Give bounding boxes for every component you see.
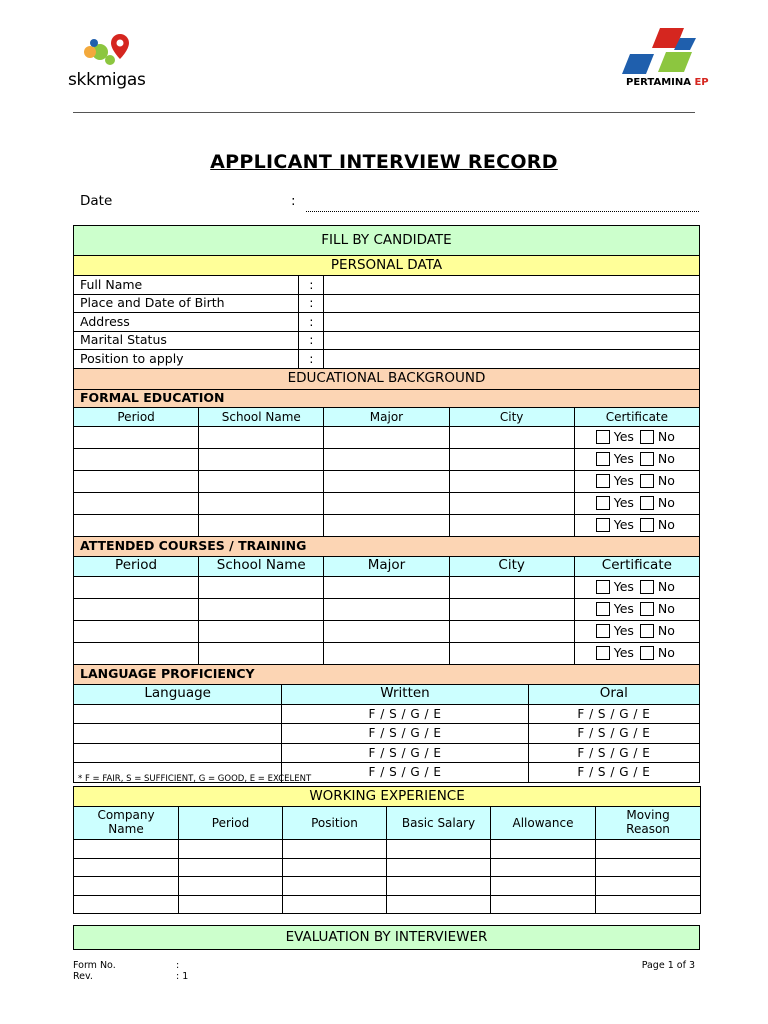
education-col-period: Period: [74, 407, 199, 426]
experience-position-cell[interactable]: [283, 895, 387, 914]
personal-field-colon: :: [299, 331, 324, 350]
experience-col-allowance: Allowance: [491, 807, 596, 840]
certificate-no-checkbox[interactable]: [640, 646, 654, 660]
education-period-cell[interactable]: [74, 448, 199, 470]
yes-label: Yes: [613, 623, 634, 638]
certificate-yes-checkbox[interactable]: [596, 602, 610, 616]
form-title: APPLICANT INTERVIEW RECORD: [210, 151, 558, 173]
certificate-no-checkbox[interactable]: [640, 496, 654, 510]
experience-salary-cell[interactable]: [387, 858, 491, 877]
certificate-no-checkbox[interactable]: [640, 624, 654, 638]
evaluation-header: EVALUATION BY INTERVIEWER: [74, 926, 700, 950]
education-col-city: City: [449, 407, 574, 426]
written-scale[interactable]: F / S / G / E: [282, 763, 528, 783]
certificate-choice: [574, 620, 699, 642]
evaluation-table: [73, 925, 700, 950]
experience-company-cell[interactable]: [74, 840, 179, 859]
course-city-cell[interactable]: [449, 642, 574, 664]
oral-scale[interactable]: F / S / G / E: [528, 724, 699, 744]
experience-period-cell[interactable]: [179, 840, 283, 859]
certificate-no-checkbox[interactable]: [640, 602, 654, 616]
language-col-written: Written: [282, 684, 528, 704]
personal-data-header: PERSONAL DATA: [74, 256, 700, 276]
oral-scale[interactable]: F / S / G / E: [528, 704, 699, 724]
attended-courses-header: ATTENDED COURSES / TRAINING: [74, 536, 700, 556]
course-city-cell[interactable]: [449, 576, 574, 598]
certificate-choice: [574, 448, 699, 470]
certificate-yes-checkbox[interactable]: [596, 580, 610, 594]
education-school-cell[interactable]: [199, 448, 324, 470]
personal-field-colon: :: [299, 294, 324, 313]
certificate-yes-checkbox[interactable]: [596, 496, 610, 510]
language-name-cell[interactable]: [74, 724, 282, 744]
candidate-form-table: [73, 225, 700, 783]
personal-field-input[interactable]: [324, 294, 700, 313]
experience-company-cell[interactable]: [74, 858, 179, 877]
certificate-yes-checkbox[interactable]: [596, 452, 610, 466]
experience-salary-cell[interactable]: [387, 895, 491, 914]
no-label: No: [657, 623, 675, 638]
experience-col-position: Position: [283, 807, 387, 840]
experience-moving-reason-cell[interactable]: [596, 840, 701, 859]
pertamina-logo: [620, 24, 710, 94]
form-no-value: :: [176, 960, 180, 971]
no-label: No: [657, 601, 675, 616]
education-school-cell[interactable]: [199, 426, 324, 448]
education-major-cell[interactable]: [324, 448, 449, 470]
header-rule: [73, 112, 695, 113]
experience-moving-reason-cell[interactable]: [596, 895, 701, 914]
skkmigas-logo-mark: [68, 30, 168, 72]
no-label: No: [657, 451, 675, 466]
experience-salary-cell[interactable]: [387, 840, 491, 859]
experience-col-moving: Moving Reason: [596, 807, 701, 840]
experience-period-cell[interactable]: [179, 858, 283, 877]
experience-col-period: Period: [179, 807, 283, 840]
course-school-cell[interactable]: [199, 620, 324, 642]
education-period-cell[interactable]: [74, 514, 199, 536]
certificate-no-checkbox[interactable]: [640, 474, 654, 488]
course-city-cell[interactable]: [449, 620, 574, 642]
course-major-cell[interactable]: [324, 620, 449, 642]
experience-company-cell[interactable]: [74, 877, 179, 896]
certificate-choice: [574, 598, 699, 620]
course-school-cell[interactable]: [199, 576, 324, 598]
language-name-cell[interactable]: [74, 743, 282, 763]
language-proficiency-header: LANGUAGE PROFICIENCY: [74, 664, 700, 684]
formal-education-header: FORMAL EDUCATION: [74, 389, 700, 407]
yes-label: Yes: [613, 495, 634, 510]
no-label: No: [657, 473, 675, 488]
certificate-choice: [574, 470, 699, 492]
course-col-certificate: Certificate: [574, 556, 699, 576]
personal-field-label: Position to apply: [74, 350, 299, 369]
certificate-choice: [574, 576, 699, 598]
pertamina-wordmark: PERTAMINA EP: [626, 77, 709, 88]
personal-field-label: Marital Status: [74, 331, 299, 350]
no-label: No: [657, 429, 675, 444]
yes-label: Yes: [613, 645, 634, 660]
language-col-oral: Oral: [528, 684, 699, 704]
educational-background-header: EDUCATIONAL BACKGROUND: [74, 368, 700, 389]
certificate-no-checkbox[interactable]: [640, 430, 654, 444]
course-period-cell[interactable]: [74, 642, 199, 664]
form-no-label: Form No.: [73, 960, 116, 971]
written-scale[interactable]: F / S / G / E: [282, 724, 528, 744]
date-field[interactable]: [306, 211, 699, 212]
language-name-cell[interactable]: [74, 704, 282, 724]
education-city-cell[interactable]: [449, 514, 574, 536]
education-period-cell[interactable]: [74, 492, 199, 514]
certificate-choice: [574, 426, 699, 448]
experience-period-cell[interactable]: [179, 877, 283, 896]
course-school-cell[interactable]: [199, 598, 324, 620]
certificate-yes-checkbox[interactable]: [596, 624, 610, 638]
language-scale-note: * F = FAIR, S = SUFFICIENT, G = GOOD, E = EXCELENT: [78, 774, 312, 784]
date-label: Date: [80, 193, 113, 209]
course-period-cell[interactable]: [74, 620, 199, 642]
certificate-yes-checkbox[interactable]: [596, 474, 610, 488]
course-col-city: City: [449, 556, 574, 576]
yes-label: Yes: [613, 473, 634, 488]
experience-moving-reason-cell[interactable]: [596, 877, 701, 896]
personal-field-label: Full Name: [74, 276, 299, 295]
experience-salary-cell[interactable]: [387, 877, 491, 896]
yes-label: Yes: [613, 601, 634, 616]
personal-field-label: Address: [74, 313, 299, 332]
fill-by-candidate-header: FILL BY CANDIDATE: [74, 226, 700, 256]
certificate-yes-checkbox[interactable]: [596, 518, 610, 532]
course-major-cell[interactable]: [324, 598, 449, 620]
experience-position-cell[interactable]: [283, 858, 387, 877]
personal-field-colon: :: [299, 313, 324, 332]
course-major-cell[interactable]: [324, 576, 449, 598]
education-school-cell[interactable]: [199, 514, 324, 536]
education-city-cell[interactable]: [449, 448, 574, 470]
course-col-school-name: School Name: [199, 556, 324, 576]
education-city-cell[interactable]: [449, 426, 574, 448]
course-school-cell[interactable]: [199, 642, 324, 664]
education-col-school-name: School Name: [199, 407, 324, 426]
education-city-cell[interactable]: [449, 492, 574, 514]
no-label: No: [657, 517, 675, 532]
oral-scale[interactable]: F / S / G / E: [528, 743, 699, 763]
certificate-no-checkbox[interactable]: [640, 452, 654, 466]
experience-position-cell[interactable]: [283, 877, 387, 896]
personal-field-label: Place and Date of Birth: [74, 294, 299, 313]
course-city-cell[interactable]: [449, 598, 574, 620]
yes-label: Yes: [613, 517, 634, 532]
experience-position-cell[interactable]: [283, 840, 387, 859]
personal-field-input[interactable]: [324, 331, 700, 350]
date-colon: :: [291, 193, 296, 209]
education-major-cell[interactable]: [324, 492, 449, 514]
personal-field-colon: :: [299, 276, 324, 295]
no-label: No: [657, 495, 675, 510]
rev-label: Rev.: [73, 971, 93, 982]
yes-label: Yes: [613, 451, 634, 466]
education-school-cell[interactable]: [199, 492, 324, 514]
experience-col-company: Company Name: [74, 807, 179, 840]
education-period-cell[interactable]: [74, 470, 199, 492]
course-period-cell[interactable]: [74, 576, 199, 598]
education-school-cell[interactable]: [199, 470, 324, 492]
experience-allowance-cell[interactable]: [491, 895, 596, 914]
education-major-cell[interactable]: [324, 470, 449, 492]
certificate-choice: [574, 492, 699, 514]
working-experience-header: WORKING EXPERIENCE: [74, 787, 701, 807]
personal-field-colon: :: [299, 350, 324, 369]
language-col-language: Language: [74, 684, 282, 704]
education-city-cell[interactable]: [449, 470, 574, 492]
yes-label: Yes: [613, 579, 634, 594]
course-major-cell[interactable]: [324, 642, 449, 664]
personal-field-input[interactable]: [324, 313, 700, 332]
personal-field-input[interactable]: [324, 276, 700, 295]
pertamina-logo-mark: [620, 24, 710, 78]
experience-allowance-cell[interactable]: [491, 877, 596, 896]
skkmigas-logo: [68, 30, 168, 92]
certificate-no-checkbox[interactable]: [640, 580, 654, 594]
yes-label: Yes: [613, 429, 634, 444]
education-period-cell[interactable]: [74, 426, 199, 448]
personal-field-input[interactable]: [324, 350, 700, 369]
experience-allowance-cell[interactable]: [491, 858, 596, 877]
experience-allowance-cell[interactable]: [491, 840, 596, 859]
education-major-cell[interactable]: [324, 514, 449, 536]
education-col-major: Major: [324, 407, 449, 426]
experience-col-salary: Basic Salary: [387, 807, 491, 840]
skkmigas-wordmark: skkmigas: [68, 70, 146, 90]
written-scale[interactable]: F / S / G / E: [282, 704, 528, 724]
certificate-choice: [574, 642, 699, 664]
certificate-choice: [574, 514, 699, 536]
experience-company-cell[interactable]: [74, 895, 179, 914]
experience-period-cell[interactable]: [179, 895, 283, 914]
course-col-major: Major: [324, 556, 449, 576]
course-col-period: Period: [74, 556, 199, 576]
oral-scale[interactable]: F / S / G / E: [528, 763, 699, 783]
certificate-no-checkbox[interactable]: [640, 518, 654, 532]
experience-moving-reason-cell[interactable]: [596, 858, 701, 877]
page-number: Page 1 of 3: [641, 960, 695, 971]
written-scale[interactable]: F / S / G / E: [282, 743, 528, 763]
certificate-yes-checkbox[interactable]: [596, 430, 610, 444]
course-period-cell[interactable]: [74, 598, 199, 620]
education-col-certificate: Certificate: [574, 407, 699, 426]
no-label: No: [657, 645, 675, 660]
working-experience-table: [73, 786, 701, 914]
rev-value: : 1: [176, 971, 189, 982]
certificate-yes-checkbox[interactable]: [596, 646, 610, 660]
education-major-cell[interactable]: [324, 426, 449, 448]
no-label: No: [657, 579, 675, 594]
